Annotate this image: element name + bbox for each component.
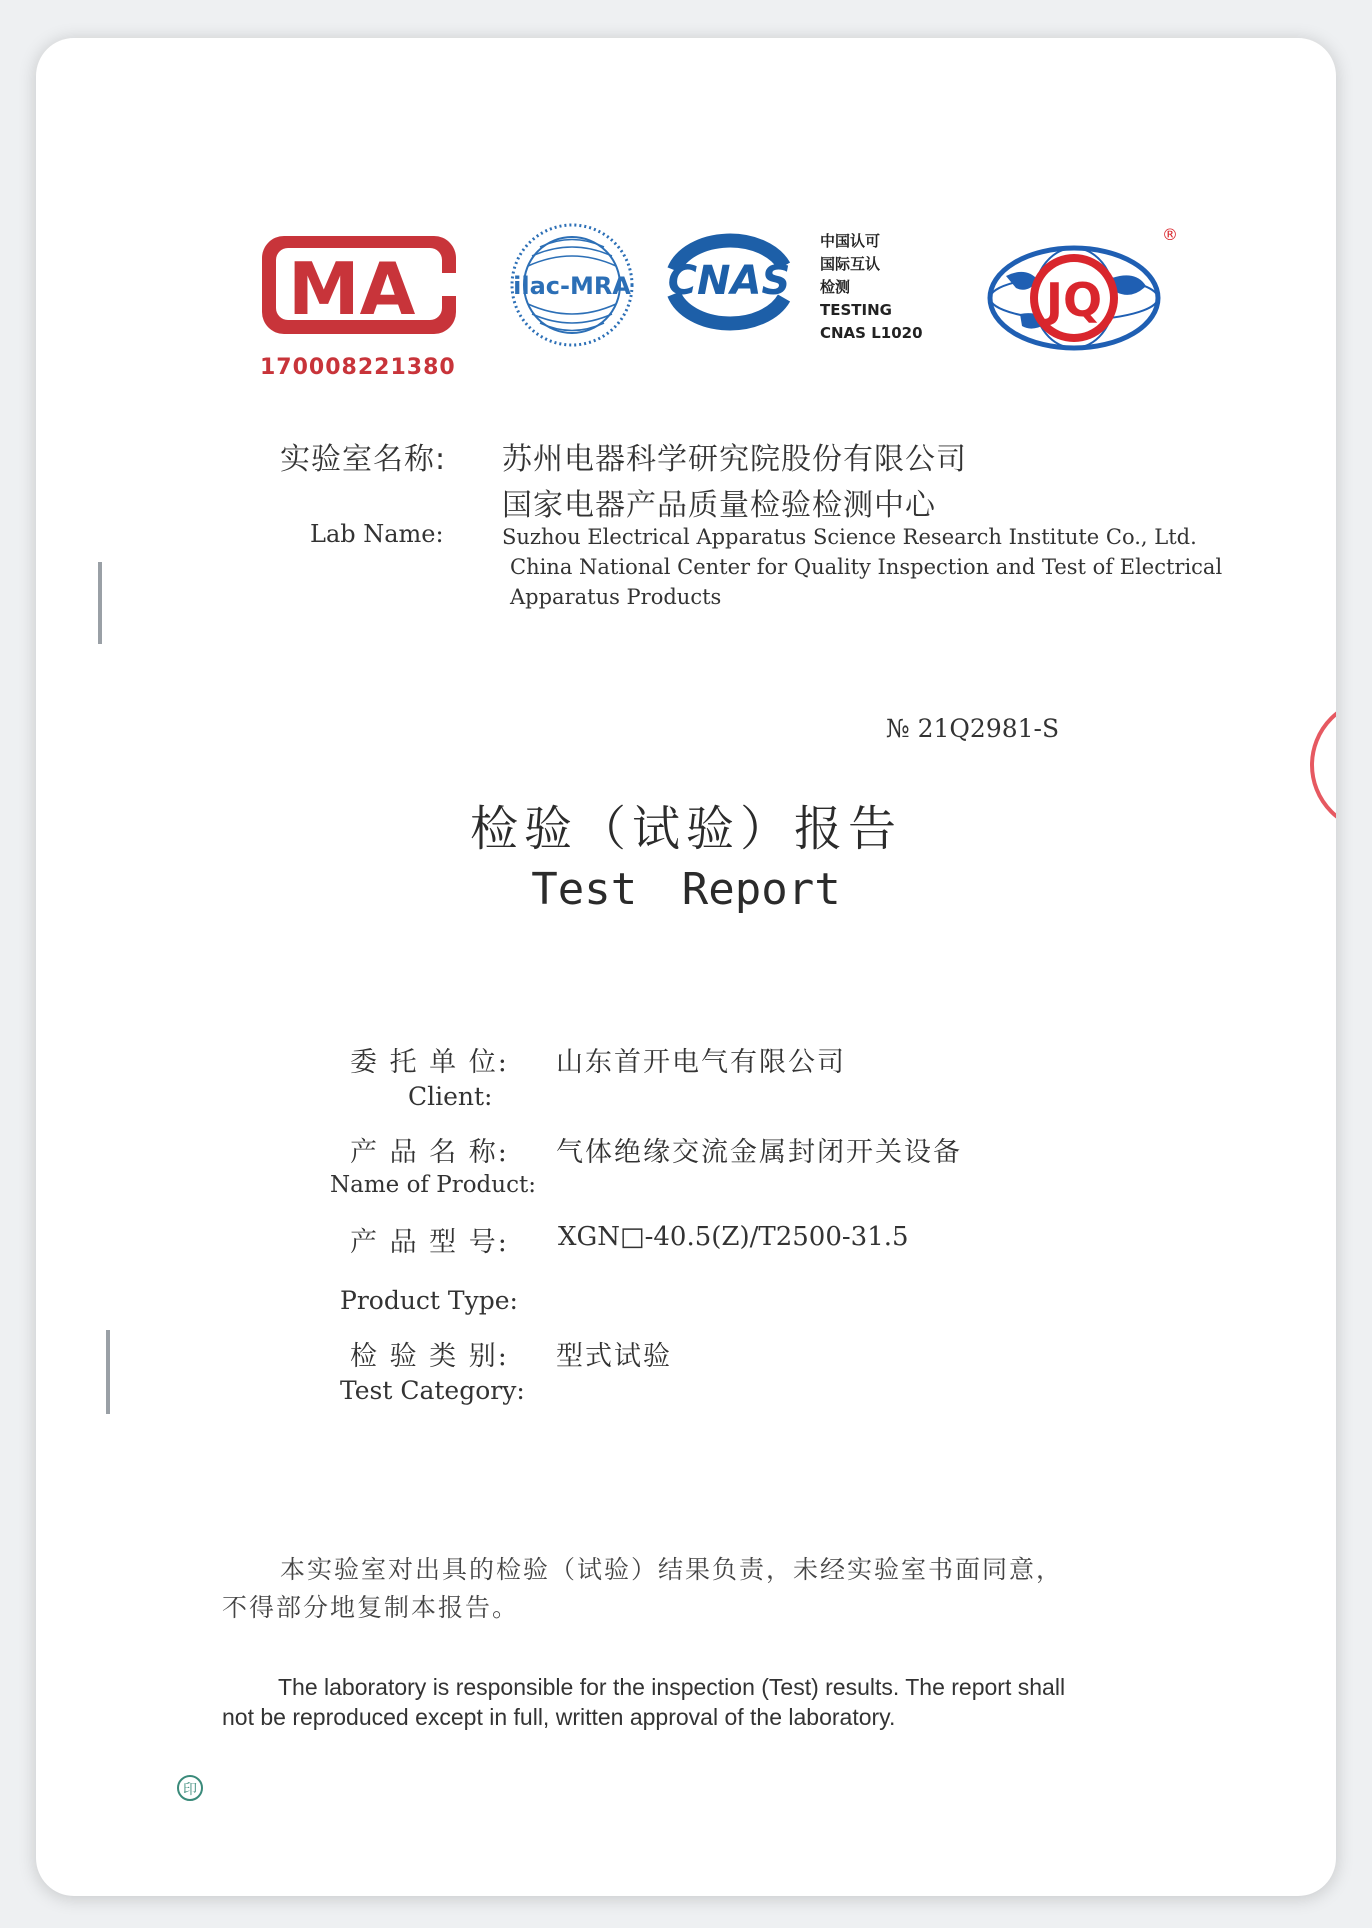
- cma-logo-text: MA: [288, 247, 416, 331]
- test-category-label-en: Test Category:: [340, 1376, 525, 1405]
- product-name-label-en: Name of Product:: [330, 1172, 536, 1198]
- lab-name-label-cn: 实验室名称:: [280, 442, 447, 477]
- jq-globe-logo: [976, 218, 1186, 368]
- ilac-mra-logo: [506, 216, 638, 354]
- ilac-logo-text: ilac-MRA: [513, 272, 631, 300]
- cnas-logo: [654, 226, 804, 336]
- lab-name-cn-line: 苏州电器科学研究院股份有限公司: [502, 442, 967, 477]
- cnas-logo-text: CNAS: [667, 258, 791, 304]
- test-category-label-cn: 检 验 类 别:: [350, 1341, 509, 1372]
- report-title-cn: 检验（试验）报告: [469, 801, 902, 857]
- cnas-caption-line: CNAS L1020: [820, 324, 923, 342]
- product-name-value: 气体绝缘交流金属封闭开关设备: [556, 1137, 962, 1168]
- client-label-cn: 委 托 单 位:: [350, 1047, 509, 1078]
- print-seal-icon: [176, 1774, 204, 1802]
- lab-name-en-line: China National Center for Quality Inspection and Test of Electrical: [510, 555, 1223, 579]
- jq-logo-text: JQ: [1045, 273, 1103, 327]
- cnas-caption: [820, 230, 923, 345]
- lab-name-en-line: Apparatus Products: [510, 585, 722, 609]
- report-title-en: Test Report: [531, 864, 841, 915]
- scan-mark: [98, 562, 102, 644]
- client-label-en: Client:: [408, 1082, 493, 1111]
- lab-name-label-en: Lab Name:: [310, 520, 444, 548]
- client-value: 山东首开电气有限公司: [556, 1047, 846, 1078]
- lab-name-en-line: Suzhou Electrical Apparatus Science Research Institute Co., Ltd.: [502, 525, 1197, 549]
- cnas-caption-line: TESTING: [820, 301, 892, 319]
- cma-number: 170008221380: [260, 355, 456, 380]
- report-number: № 21Q2981-S: [886, 714, 1060, 743]
- disclaimer-en-line: The laboratory is responsible for the inspection (Test) results. The report shall: [278, 1674, 1066, 1700]
- cma-logo: [254, 218, 464, 388]
- disclaimer-cn-line2: 不得部分地复制本报告。: [222, 1593, 520, 1622]
- report-page: [36, 38, 1336, 1896]
- product-type-value: XGN□-40.5(Z)/T2500-31.5: [558, 1222, 909, 1252]
- cnas-caption-line: 中国认可: [820, 232, 881, 250]
- test-category-value: 型式试验: [556, 1341, 672, 1372]
- product-type-label-en: Product Type:: [340, 1286, 518, 1315]
- red-seal-stamp: [1298, 690, 1336, 840]
- disclaimer-en-line: not be reproduced except in full, written approval of the laboratory.: [222, 1704, 896, 1730]
- lab-name-en: [502, 522, 1252, 612]
- cnas-caption-line: 国际互认: [820, 255, 881, 273]
- disclaimer-en: [222, 1672, 1232, 1732]
- disclaimer-cn-line1: 本实验室对出具的检验（试验）结果负责，未经实验室书面同意，: [280, 1555, 1064, 1584]
- product-name-label-cn: 产 品 名 称:: [350, 1137, 509, 1168]
- lab-name-cn-line: 国家电器产品质量检验检测中心: [502, 488, 936, 523]
- registered-mark: ®: [1162, 225, 1178, 244]
- print-seal-text: 印: [183, 1782, 197, 1798]
- product-type-label-cn: 产 品 型 号:: [350, 1227, 509, 1258]
- scan-mark: [106, 1330, 110, 1414]
- cnas-caption-line: 检测: [820, 278, 851, 296]
